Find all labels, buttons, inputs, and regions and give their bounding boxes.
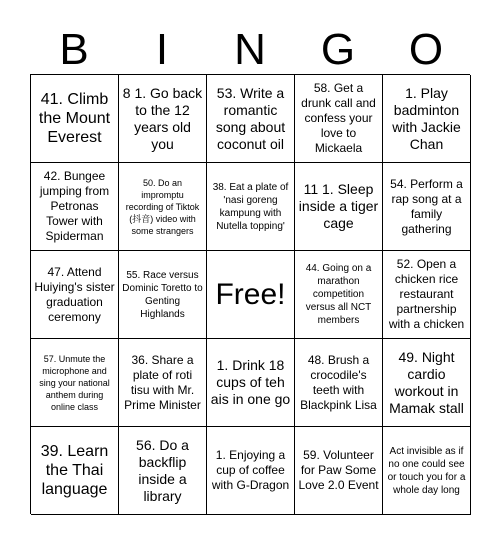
bingo-cell[interactable]: 11 1. Sleep inside a tiger cage [295, 163, 383, 251]
bingo-cell[interactable]: 8 1. Go back to the 12 years old you [119, 75, 207, 163]
header-letter-b: B [59, 25, 89, 74]
bingo-cell[interactable]: 39. Learn the Thai language [31, 427, 119, 515]
header-letter-g: G [320, 25, 356, 74]
bingo-header [30, 26, 470, 74]
bingo-cell[interactable]: 57. Unmute the microphone and sing your national anthem during online class [31, 339, 119, 427]
bingo-cell[interactable]: 42. Bungee jumping from Petronas Tower with Spiderman [31, 163, 119, 251]
bingo-cell[interactable]: 41. Climb the Mount Everest [31, 75, 119, 163]
bingo-cell[interactable]: Act invisible as if no one could see or touch you for a whole day long [383, 427, 471, 515]
bingo-cell[interactable]: 1. Drink 18 cups of teh ais in one go [207, 339, 295, 427]
bingo-cell[interactable]: 50. Do an impromptu recording of Tiktok (抖音) video with some strangers [119, 163, 207, 251]
bingo-cell[interactable]: 56. Do a backflip inside a library [119, 427, 207, 515]
bingo-cell[interactable]: 1. Enjoying a cup of coffee with G-Dragon [207, 427, 295, 515]
bingo-cell[interactable]: 47. Attend Huiying's sister graduation ceremony [31, 251, 119, 339]
bingo-cell[interactable]: 38. Eat a plate of 'nasi goreng kampung with Nutella topping' [207, 163, 295, 251]
bingo-cell[interactable]: 55. Race versus Dominic Toretto to Genting Highlands [119, 251, 207, 339]
bingo-cell[interactable]: 54. Perform a rap song at a family gathering [383, 163, 471, 251]
header-letter-i: I [155, 25, 169, 74]
bingo-cell[interactable]: 58. Get a drunk call and confess your love to Mickaela [295, 75, 383, 163]
bingo-cell[interactable]: 44. Going on a marathon competition versus all NCT members [295, 251, 383, 339]
bingo-grid [30, 74, 470, 514]
bingo-cell[interactable]: 1. Play badminton with Jackie Chan [383, 75, 471, 163]
bingo-cell[interactable]: 52. Open a chicken rice restaurant partnership with a chicken [383, 251, 471, 339]
bingo-cell[interactable]: 53. Write a romantic song about coconut oil [207, 75, 295, 163]
bingo-cell[interactable]: 59. Volunteer for Paw Some Love 2.0 Event [295, 427, 383, 515]
header-letter-o: O [408, 25, 444, 74]
bingo-cell[interactable]: 36. Share a plate of roti tisu with Mr. Prime Minister [119, 339, 207, 427]
bingo-cell[interactable]: 49. Night cardio workout in Mamak stall [383, 339, 471, 427]
bingo-cell[interactable]: 48. Brush a crocodile's teeth with Blackpink Lisa [295, 339, 383, 427]
header-letter-n: N [234, 25, 266, 74]
free-space-cell[interactable]: Free! [207, 251, 295, 339]
